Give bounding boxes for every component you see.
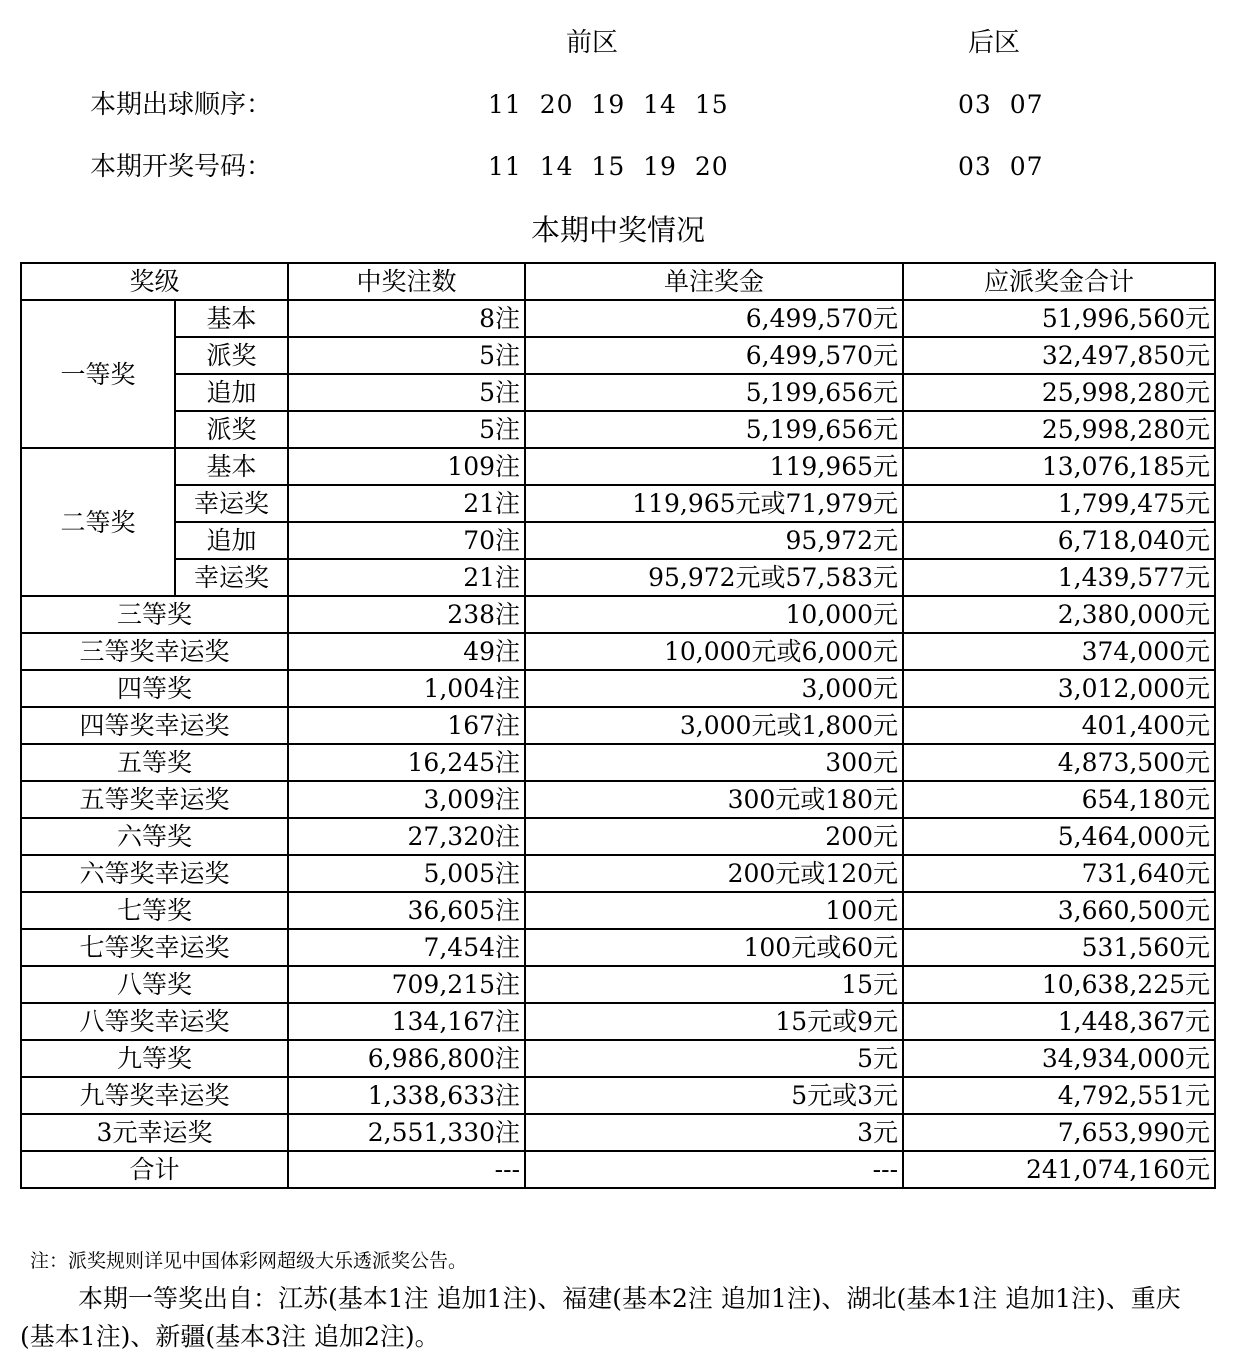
win-count: 21注	[288, 559, 525, 596]
table-row	[21, 522, 1215, 559]
win-count: ---	[288, 1151, 525, 1188]
prize-level: 四等奖幸运奖	[21, 707, 288, 744]
total-prize: 6,718,040元	[903, 522, 1215, 559]
table-row	[21, 929, 1215, 966]
table-row	[21, 966, 1215, 1003]
prize-level: 五等奖	[21, 744, 288, 781]
table-row	[21, 1077, 1215, 1114]
winning-numbers-label: 本期开奖号码：	[90, 152, 273, 182]
prize-level: 八等奖	[21, 966, 288, 1003]
total-prize: 654,180元	[903, 781, 1215, 818]
prize-level: 六等奖幸运奖	[21, 855, 288, 892]
win-count: 49注	[288, 633, 525, 670]
table-row	[21, 744, 1215, 781]
total-prize: 7,653,990元	[903, 1114, 1215, 1151]
win-count: 2,551,330注	[288, 1114, 525, 1151]
unit-prize: 95,972元	[525, 522, 903, 559]
total-row	[21, 1151, 1215, 1188]
total-prize: 32,497,850元	[903, 337, 1215, 374]
first-prize-origin: 本期一等奖出自：江苏(基本1注 追加1注)、福建(基本2注 追加1注)、湖北(基本1注 追加1注)、重庆(基本1注)、新疆(基本3注 追加2注)。	[20, 1284, 1181, 1351]
table-row	[21, 1003, 1215, 1040]
win-count: 1,004注	[288, 670, 525, 707]
sub-level: 追加	[175, 374, 288, 411]
total-prize: 4,873,500元	[903, 744, 1215, 781]
sub-level: 基本	[175, 448, 288, 485]
first-prize-label: 一等奖	[21, 300, 175, 448]
prize-level: 3元幸运奖	[21, 1114, 288, 1151]
unit-prize: 15元	[525, 966, 903, 1003]
win-count: 5注	[288, 374, 525, 411]
unit-prize: 3,000元或1,800元	[525, 707, 903, 744]
header-total-prize: 应派奖金合计	[903, 263, 1215, 300]
total-prize: 1,799,475元	[903, 485, 1215, 522]
table-row	[21, 300, 1215, 337]
table-row	[21, 1040, 1215, 1077]
unit-prize: 5元或3元	[525, 1077, 903, 1114]
table-row	[21, 411, 1215, 448]
unit-prize: 6,499,570元	[525, 300, 903, 337]
unit-prize: 3,000元	[525, 670, 903, 707]
win-count: 70注	[288, 522, 525, 559]
winning-back-numbers: 03 07	[958, 152, 1044, 181]
prize-table	[20, 262, 1216, 1189]
unit-prize: 200元或120元	[525, 855, 903, 892]
table-row	[21, 485, 1215, 522]
prize-level: 七等奖	[21, 892, 288, 929]
draw-order-front-numbers: 11 20 19 14 15	[488, 90, 729, 119]
prize-level: 九等奖幸运奖	[21, 1077, 288, 1114]
total-prize: 531,560元	[903, 929, 1215, 966]
sub-level: 幸运奖	[175, 485, 288, 522]
unit-prize: 5,199,656元	[525, 374, 903, 411]
win-count: 5注	[288, 411, 525, 448]
win-count: 1,338,633注	[288, 1077, 525, 1114]
sub-level: 派奖	[175, 337, 288, 374]
back-zone-header: 后区	[968, 28, 1021, 58]
win-count: 36,605注	[288, 892, 525, 929]
draw-order-back-numbers: 03 07	[958, 90, 1044, 119]
table-row	[21, 1114, 1215, 1151]
prize-level: 合计	[21, 1151, 288, 1188]
unit-prize: 5,199,656元	[525, 411, 903, 448]
win-count: 238注	[288, 596, 525, 633]
prize-level: 九等奖	[21, 1040, 288, 1077]
unit-prize: ---	[525, 1151, 903, 1188]
unit-prize: 95,972元或57,583元	[525, 559, 903, 596]
total-prize: 13,076,185元	[903, 448, 1215, 485]
total-prize: 241,074,160元	[903, 1151, 1215, 1188]
sub-level: 基本	[175, 300, 288, 337]
prize-level: 六等奖	[21, 818, 288, 855]
win-count: 27,320注	[288, 818, 525, 855]
second-prize-label: 二等奖	[21, 448, 175, 596]
win-count: 5,005注	[288, 855, 525, 892]
total-prize: 3,012,000元	[903, 670, 1215, 707]
win-count: 7,454注	[288, 929, 525, 966]
prize-level: 三等奖	[21, 596, 288, 633]
table-row	[21, 707, 1215, 744]
table-header-row	[21, 263, 1215, 300]
prize-table-caption: 本期中奖情况	[530, 213, 705, 247]
prize-level: 四等奖	[21, 670, 288, 707]
header-unit-prize: 单注奖金	[525, 263, 903, 300]
win-count: 6,986,800注	[288, 1040, 525, 1077]
unit-prize: 5元	[525, 1040, 903, 1077]
prize-level: 八等奖幸运奖	[21, 1003, 288, 1040]
unit-prize: 100元或60元	[525, 929, 903, 966]
total-prize: 10,638,225元	[903, 966, 1215, 1003]
total-prize: 731,640元	[903, 855, 1215, 892]
unit-prize: 119,965元或71,979元	[525, 485, 903, 522]
sub-level: 追加	[175, 522, 288, 559]
unit-prize: 119,965元	[525, 448, 903, 485]
sub-level: 派奖	[175, 411, 288, 448]
total-prize: 1,439,577元	[903, 559, 1215, 596]
win-count: 16,245注	[288, 744, 525, 781]
total-prize: 25,998,280元	[903, 411, 1215, 448]
total-prize: 401,400元	[903, 707, 1215, 744]
total-prize: 3,660,500元	[903, 892, 1215, 929]
win-count: 3,009注	[288, 781, 525, 818]
table-row	[21, 818, 1215, 855]
unit-prize: 10,000元	[525, 596, 903, 633]
header-prize-level: 奖级	[21, 263, 288, 300]
unit-prize: 300元	[525, 744, 903, 781]
unit-prize: 100元	[525, 892, 903, 929]
unit-prize: 6,499,570元	[525, 337, 903, 374]
total-prize: 1,448,367元	[903, 1003, 1215, 1040]
unit-prize: 10,000元或6,000元	[525, 633, 903, 670]
win-count: 709,215注	[288, 966, 525, 1003]
winning-front-numbers: 11 14 15 19 20	[488, 152, 729, 181]
table-row	[21, 633, 1215, 670]
win-count: 8注	[288, 300, 525, 337]
total-prize: 34,934,000元	[903, 1040, 1215, 1077]
table-row	[21, 892, 1215, 929]
table-row	[21, 670, 1215, 707]
unit-prize: 15元或9元	[525, 1003, 903, 1040]
win-count: 5注	[288, 337, 525, 374]
table-row	[21, 374, 1215, 411]
table-row	[21, 855, 1215, 892]
unit-prize: 3元	[525, 1114, 903, 1151]
header-win-count: 中奖注数	[288, 263, 525, 300]
table-row	[21, 448, 1215, 485]
front-zone-header: 前区	[566, 28, 619, 58]
draw-order-label: 本期出球顺序：	[90, 90, 273, 120]
prize-level: 三等奖幸运奖	[21, 633, 288, 670]
win-count: 134,167注	[288, 1003, 525, 1040]
prize-level: 七等奖幸运奖	[21, 929, 288, 966]
table-row	[21, 337, 1215, 374]
win-count: 109注	[288, 448, 525, 485]
table-row	[21, 559, 1215, 596]
total-prize: 5,464,000元	[903, 818, 1215, 855]
unit-prize: 200元	[525, 818, 903, 855]
total-prize: 4,792,551元	[903, 1077, 1215, 1114]
table-row	[21, 781, 1215, 818]
total-prize: 374,000元	[903, 633, 1215, 670]
prize-level: 五等奖幸运奖	[21, 781, 288, 818]
unit-prize: 300元或180元	[525, 781, 903, 818]
win-count: 21注	[288, 485, 525, 522]
table-row	[21, 596, 1215, 633]
total-prize: 2,380,000元	[903, 596, 1215, 633]
footnote: 注：派奖规则详见中国体彩网超级大乐透派奖公告。	[30, 1250, 468, 1272]
win-count: 167注	[288, 707, 525, 744]
total-prize: 51,996,560元	[903, 300, 1215, 337]
total-prize: 25,998,280元	[903, 374, 1215, 411]
sub-level: 幸运奖	[175, 559, 288, 596]
